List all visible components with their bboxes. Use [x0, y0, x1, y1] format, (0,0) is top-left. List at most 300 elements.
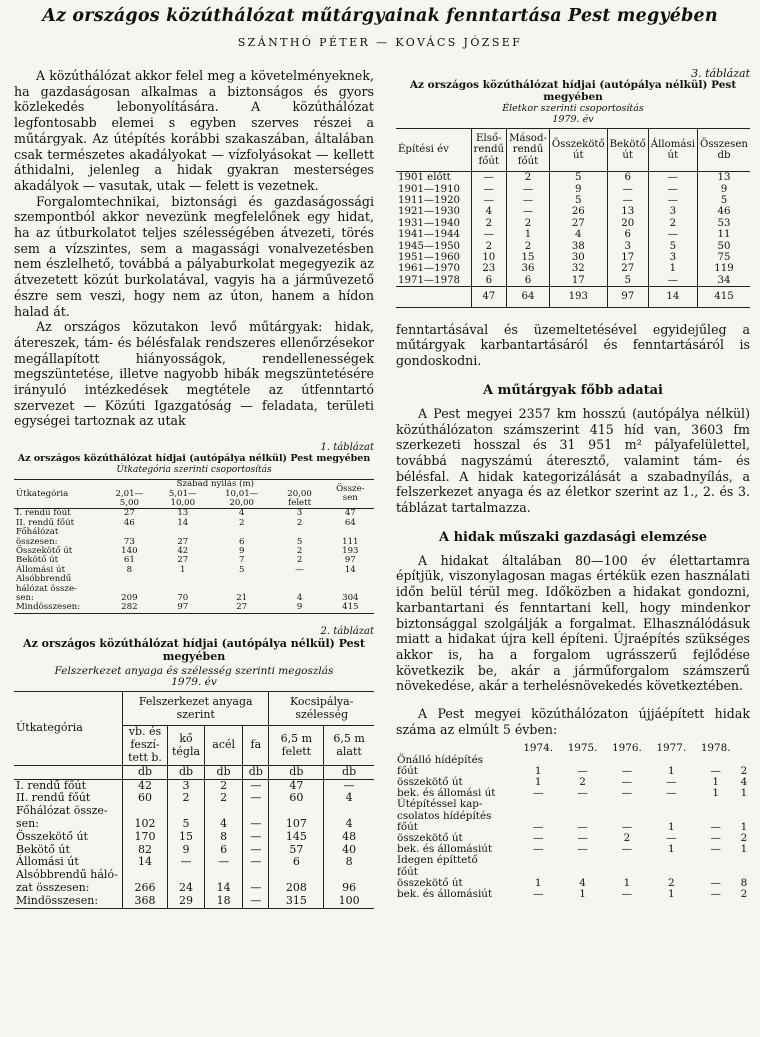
table2-cell: 82 [123, 844, 168, 857]
table3-cell: 27 [607, 263, 648, 274]
table1-header-col: 10,01—20,00 [225, 488, 259, 508]
table2-cell: — [343, 778, 355, 792]
table3-cell: 3 [607, 241, 648, 252]
table3-header: Összekötő út [549, 129, 607, 172]
table-row [14, 831, 374, 844]
table3-total-cell: 415 [714, 291, 734, 303]
table3-cell: — [471, 172, 507, 184]
table-row [396, 195, 750, 206]
table4-row-label: összekötő út [397, 876, 463, 889]
table3-cell: 2 [471, 218, 507, 229]
table3-cell: 2 [507, 172, 550, 184]
table3-cell: — [607, 195, 648, 206]
table4-cell [694, 855, 738, 866]
table1-header-total: Össze-sen [336, 483, 365, 504]
section-heading: A hidak műszaki gazdasági elemzése [438, 529, 708, 545]
table3-header: Bekötő út [607, 129, 648, 172]
table3-cell: 4 [549, 229, 607, 240]
table-row [14, 528, 374, 537]
table2-cell: 4 [345, 791, 353, 805]
table3-cell: 53 [717, 217, 731, 229]
table3-total-cell: 193 [549, 287, 607, 307]
table4-cell: — [577, 832, 588, 845]
table-row [14, 805, 374, 818]
body-paragraph: A hidakat általában 80—100 év élettartamra építjük, viszonylagosan magas értékük ezen használati időn belül térül meg. Időközben a hidakat gondozni, karbantartani és fenntartani kell, hogy mindenkor biztonsággal szolgálják a forgalmat. Elhasználódásuk miatt a hidakat újra kell építeni. Újraépítés szükséges akkor is, ha a forgalom ugrásszerű fejlődése következik be, akár a járműforgalom számszerű növekedése, akár a terhelésnövekedés következtében. [396, 552, 750, 694]
table1-cell: 97 [344, 555, 356, 566]
table2-cell: — [243, 856, 269, 869]
table2-header-group1: Felszerkezet anyaga szerint [123, 691, 269, 726]
table2-cell: — [243, 882, 269, 895]
table2-year: 1979. év [171, 675, 217, 688]
table3-cell: — [507, 195, 550, 206]
table2 [14, 691, 374, 909]
table4-cell [649, 855, 693, 866]
table4-cell: 8 [740, 876, 748, 889]
table2-cell: — [243, 844, 269, 857]
right-column [396, 68, 750, 900]
table4-cell: — [710, 832, 721, 845]
table2-caption: 2. táblázat [320, 625, 374, 637]
table1-cell: 47 [344, 508, 356, 519]
table2-cell: 315 [269, 895, 324, 908]
table4-cell: — [577, 764, 588, 777]
table4-cell: 1 [668, 820, 675, 833]
table1-cell: 9 [296, 602, 303, 613]
table3-total-cell: 47 [471, 287, 507, 307]
table4-cell: — [621, 776, 633, 789]
table2-cell: 8 [345, 855, 353, 869]
table3-header: Másod-rendű főút [507, 129, 550, 172]
table4-row-label: Idegen építtető [397, 854, 478, 867]
table3-cell: 30 [549, 252, 607, 263]
table2-cell: 47 [269, 779, 324, 792]
table1-cell: 5 [296, 536, 303, 547]
table1-cell: 304 [342, 593, 359, 604]
table4-cell: — [532, 820, 544, 833]
table1-cell [211, 575, 273, 584]
table3-title: Az országos közúthálózat hídjai (autópálya nélkül) Pest megyében [409, 79, 737, 103]
table4-cell: 1 [579, 888, 586, 901]
table1-cell: 46 [123, 517, 135, 528]
table4-cell: 1 [740, 787, 748, 800]
table4-cell: — [621, 843, 633, 856]
table4-row-label: Önálló hídépítés [397, 753, 484, 766]
table4-cell: — [532, 787, 544, 800]
table1-row-label: Állomási út [16, 564, 66, 575]
table2-cell: 24 [168, 882, 205, 895]
table2-cell: 40 [342, 842, 357, 856]
table4-cell: 1 [668, 764, 675, 777]
table1-cell: 61 [123, 555, 135, 566]
table3-cell: 26 [549, 206, 607, 217]
table2-unit: db [342, 764, 357, 778]
table2-row-label: Alsóbbrendű háló- [14, 869, 123, 882]
table2-cell: 96 [342, 881, 357, 895]
table4-year: 1977. [656, 742, 687, 755]
table2-cell: 170 [123, 831, 168, 844]
table2-cell: 6 [205, 844, 243, 857]
table3-total-cell: 14 [648, 287, 697, 307]
table3-cell: 3 [648, 206, 697, 217]
table2-cell: — [205, 856, 243, 869]
table1-row-label: II. rendű főút [16, 517, 75, 528]
table4-cell: 2 [579, 776, 586, 789]
table2-cell: — [243, 895, 269, 908]
table4-cell [516, 855, 560, 866]
table3-total-row [396, 287, 750, 307]
table3-cell: — [471, 195, 507, 206]
table3-cell: 23 [471, 263, 507, 274]
table1-cell: 27 [177, 536, 189, 547]
table-row [396, 811, 750, 822]
table3-cell: 2 [507, 218, 550, 229]
table3-cell: 75 [717, 252, 731, 264]
table3-row-label: 1911—1920 [396, 195, 471, 206]
table4-row-label: bek. és állomásiút [397, 843, 493, 856]
table3-cell: 4 [471, 206, 507, 217]
table4-row-label: összekötő út [397, 832, 463, 845]
table2-header-col: vb. és feszí-tett b. [123, 726, 168, 765]
table4-cell [649, 799, 693, 810]
table-row [14, 603, 374, 613]
table1-cell [155, 575, 211, 584]
table-row [14, 547, 374, 556]
table3-cell: 5 [549, 195, 607, 206]
table4-cell: 2 [740, 832, 748, 845]
table3-cell: — [471, 229, 507, 240]
table1-cell [327, 575, 374, 584]
table-row [14, 779, 374, 792]
table3-row-label: 1941—1944 [396, 229, 471, 240]
table3-total-cell: 64 [507, 287, 550, 307]
table2-cell: 3 [168, 779, 205, 792]
table4-row-label: főút [397, 865, 418, 878]
table4-cell: 2 [668, 876, 675, 889]
table2-cell: 15 [168, 831, 205, 844]
table2-cell: 60 [269, 792, 324, 805]
table2-header-col: fa [243, 726, 269, 765]
table3-cell: 5 [549, 172, 607, 184]
table2-cell: 208 [269, 882, 324, 895]
table1-header-group: Szabad nyílás (m) [176, 479, 255, 490]
table2-cell: — [243, 818, 269, 831]
table3-cell: — [648, 184, 697, 195]
table3-cell: 6 [607, 172, 648, 184]
table3-total-cell [396, 287, 471, 307]
table2-title: Az országos közúthálózat hídjai (autópálya nélkül) Pest megyében [23, 636, 365, 663]
table3-cell: — [648, 229, 697, 240]
table2-subtitle: Felszerkezet anyaga és szélesség szerinti megoszlás [54, 664, 334, 677]
table1-subtitle: Útkategória szerinti csoportosítás [116, 465, 272, 476]
table3-cell: 50 [717, 240, 731, 252]
table2-cell: 2 [205, 792, 243, 805]
article-title: Az országos közúthálózat műtárgyainak fenntartása Pest megyében [42, 6, 718, 26]
table3-cell: 5 [607, 275, 648, 287]
table4-cell: 1 [668, 843, 675, 856]
table2-unit: db [168, 765, 205, 779]
table2-cell: 100 [338, 893, 360, 907]
table1-cell: 97 [177, 602, 189, 613]
table3-cell: 5 [720, 195, 728, 207]
table1 [14, 479, 374, 614]
table1-cell: 140 [121, 546, 138, 557]
table3-cell: 36 [507, 263, 550, 274]
table2-row-label: Állomási út [14, 856, 123, 869]
table3-row-label: 1901—1910 [396, 184, 471, 195]
body-paragraph: A Pest megyei 2357 km hosszú (autópálya nélkül) közúthálózaton számszerint 415 híd van, 3603 fm szerkezeti hosszal és 31 951 m² pályafelülettel, továbbá nagyszámú áteresztő, valamint tám- és bélésfal. A hidak kategorizálását a szabadnyílás, a felszerkezet anyaga és az életkor szerint az 1., 2. és 3. táblázat tartalmazza. [396, 405, 750, 516]
table-row [396, 172, 750, 184]
table4-cell: 2 [740, 764, 748, 777]
table3-cell: 17 [549, 275, 607, 287]
table1-header-cat: Útkategória [16, 488, 69, 499]
table1-cell: — [295, 564, 304, 575]
body-paragraph: Az országos közutakon levő műtárgyak: hidak, átereszek, tám- és bélésfalak rendszeres ellenőrzésekor megállapított hiányosságok, rendellenességek megszüntetése, illetve nagyobb hibák megszüntetésére irányuló intézkedések megtétele az útfenntartó szervezet — Közúti Igazgatóság — feladata, területi egységei tartoznak az utak [14, 319, 374, 429]
table-row [396, 889, 750, 900]
table3-total-cell: 97 [607, 287, 648, 307]
table2-cell: 2 [205, 779, 243, 792]
table2-cell: — [243, 831, 269, 844]
body-paragraph: A közúthálózat akkor felel meg a követelményeknek, ha gazdaságosan alkalmas a biztonságos és gyors közlekedés lebonyolítására. A közúthálózat legfontosabb elemei s egyben szerves részei a műtárgyak. Az útépítés korábbi szakaszában, általában csak természetes akadályokat — vízfolyásokat — kellett áthidalni, jelenleg a hidak gyakran mesterséges akadályok — vasutak, utak — felett is vezetnek. [14, 68, 374, 193]
table2-row-label: Főhálózat össze- [14, 805, 123, 818]
table3-header: Első-rendű főút [471, 129, 507, 172]
table3-row-label: 1951—1960 [396, 252, 471, 263]
table2-cell: 18 [205, 895, 243, 908]
table3-cell: — [648, 172, 697, 184]
table4-cell: — [710, 764, 721, 777]
table4-year: 1978. [700, 742, 731, 755]
table4-cell: — [621, 764, 633, 777]
table3-row-label: 1921—1930 [396, 206, 471, 217]
table4-cell: — [577, 820, 588, 833]
table4-cell: 4 [740, 776, 748, 789]
table3-cell: 10 [471, 252, 507, 263]
table3-cell: 2 [471, 241, 507, 252]
table3-cell: 1 [648, 263, 697, 274]
table1-cell: 4 [238, 508, 245, 519]
table3-row-label: 1931—1940 [396, 218, 471, 229]
table1-row-label: Mindösszesen: [16, 602, 81, 613]
table1-cell: 111 [342, 536, 359, 547]
table1-row-label: hálózat össze- [16, 583, 77, 594]
table1-cell: 27 [236, 602, 248, 613]
table4-row-label: főút [397, 764, 418, 777]
table-row [14, 519, 374, 528]
table4-cell: — [666, 776, 677, 789]
table-row [396, 252, 750, 263]
table2-header-group2: Kocsipálya-szélesség [289, 694, 354, 721]
table4-year: 1976. [612, 742, 642, 755]
table2-cell: 6 [269, 856, 324, 869]
section-heading: A műtárgyak főbb adatai [483, 382, 663, 398]
table4-cell [560, 855, 604, 866]
table4-cell: — [532, 888, 544, 901]
table4-cell: — [621, 888, 633, 901]
table3-cell: 6 [507, 275, 550, 287]
table1-title: Az országos közúthálózat hídjai (autópálya nélkül) Pest megyében [17, 453, 371, 465]
table4-cell: — [666, 787, 677, 800]
table2-cell: 9 [168, 844, 205, 857]
table3-year: 1979. év [552, 114, 594, 125]
table4-cell: 1 [668, 888, 675, 901]
table4-cell: — [621, 820, 633, 833]
table4-cell: — [577, 787, 588, 800]
table3-cell: 6 [607, 229, 648, 240]
table2-block [14, 626, 374, 909]
table4-row-label: bek. és állomási út [397, 787, 496, 800]
table3-cell: — [507, 184, 550, 195]
table4-cell: 1 [712, 776, 719, 789]
table3-cell: 2 [648, 218, 697, 229]
table4 [396, 743, 750, 900]
table3-block [396, 68, 750, 308]
table2-cell: 14 [123, 856, 168, 869]
table3-header: Építési év [396, 129, 471, 172]
table3-cell: 2 [507, 241, 550, 252]
table1-row-label: Összekötő út [16, 546, 73, 557]
table4-cell: 1 [712, 787, 719, 800]
table4-cell: — [710, 876, 721, 889]
table2-cell: 145 [269, 831, 324, 844]
table4-row-label: csolatos hídépítés [397, 809, 492, 822]
table3-cell: 119 [714, 263, 734, 275]
table3-cell: 13 [717, 172, 731, 184]
table2-cell: 266 [123, 882, 168, 895]
table1-cell: 8 [126, 564, 133, 575]
table4-cell: 4 [579, 876, 586, 889]
table3-cell: 9 [720, 183, 728, 195]
table2-header-cat: Útkategória [14, 691, 123, 765]
table4-cell: — [532, 843, 544, 856]
table3-header: Állomási út [648, 129, 697, 172]
table4-cell: — [710, 843, 721, 856]
table2-cell: 42 [123, 779, 168, 792]
table4-row-label: összekötő út [397, 776, 463, 789]
table-row [14, 585, 374, 594]
table2-unit: db [269, 765, 324, 779]
table2-cell: 107 [269, 818, 324, 831]
table-row [14, 818, 374, 831]
table4-cell: 1 [534, 876, 542, 889]
table3-cell: 17 [607, 252, 648, 263]
table3-row-label: 1945—1950 [396, 241, 471, 252]
table2-header-col: 6,5 m alatt [333, 731, 365, 758]
table3-cell: 6 [471, 275, 507, 287]
table2-header-col: kő tégla [168, 726, 205, 765]
table1-cell: 415 [342, 602, 359, 613]
table-row [14, 556, 374, 565]
table1-cell: 42 [177, 546, 189, 557]
table3-cell: — [648, 275, 697, 287]
table4-cell: — [710, 888, 721, 901]
table4-cell: 1 [534, 764, 542, 777]
table2-cell: — [243, 779, 269, 792]
table2-cell: 368 [123, 895, 168, 908]
table1-cell: 2 [296, 517, 303, 528]
table1-block [14, 442, 374, 614]
table-row [396, 275, 750, 287]
table3-cell: 3 [648, 252, 697, 263]
table1-cell: 21 [236, 593, 248, 604]
left-column [14, 68, 374, 909]
table4-cell [605, 799, 649, 810]
table3-caption: 3. táblázat [691, 67, 750, 80]
table1-cell: 2 [238, 517, 245, 528]
table2-cell: 4 [205, 818, 243, 831]
table4-cell [738, 799, 750, 810]
table4-row-label: főút [397, 820, 418, 833]
table2-cell: — [168, 856, 205, 869]
table1-row-label: Főhálózat [16, 527, 59, 538]
table2-row-label: I. rendű főút [14, 779, 123, 792]
table1-row-label: I. rendű főút [16, 508, 71, 519]
table1-cell: 193 [342, 546, 359, 557]
table4-year: 1975. [567, 742, 598, 755]
table1-cell: 6 [238, 536, 245, 547]
table2-cell: 4 [345, 817, 353, 831]
body-paragraph: A Pest megyei közúthálózaton újjáépített hidak száma az elmúlt 5 évben: [396, 706, 750, 737]
table4-cell: — [666, 832, 677, 845]
table2-row-label: sen: [14, 818, 123, 831]
table2-cell: 29 [168, 895, 205, 908]
table-row [396, 241, 750, 252]
table4-cell [516, 799, 560, 810]
table-row [14, 882, 374, 895]
table-row [396, 184, 750, 195]
table-row [396, 855, 750, 866]
table1-row-label: sen: [16, 593, 34, 604]
table4-cell [738, 855, 750, 866]
table1-cell: 7 [238, 555, 245, 566]
table1-cell: 64 [344, 517, 356, 528]
table2-header-col: 6,5 m felett [269, 726, 324, 765]
table2-cell: 5 [168, 818, 205, 831]
table3-row-label: 1961—1970 [396, 263, 471, 274]
body-paragraph: fenntartásával és üzemeltetésével egyidejűleg a műtárgyak karbantartásáról és fenntartásáról is gondoskodni. [396, 321, 750, 369]
table3-cell: — [607, 184, 648, 195]
table2-unit: db [205, 765, 243, 779]
table3-cell: 1 [507, 229, 550, 240]
table4-cell: 1 [740, 843, 748, 856]
table3-cell: 46 [717, 206, 731, 218]
table-row [396, 206, 750, 217]
table3-subtitle: Életkor szerinti csoportosítás [502, 103, 644, 114]
table3-cell: 27 [549, 218, 607, 229]
table3-cell: 15 [507, 252, 550, 263]
table3-cell: 32 [549, 263, 607, 274]
table4-row-label: bek. és állomásiút [397, 888, 493, 901]
table2-row-label: Összekötő út [14, 831, 123, 844]
table4-cell [605, 855, 649, 866]
table2-cell: 8 [205, 831, 243, 844]
table4-cell: — [577, 843, 588, 856]
table3-cell: 34 [717, 274, 731, 286]
table1-caption: 1. táblázat [320, 442, 374, 454]
table3-cell: — [471, 184, 507, 195]
table-row [396, 799, 750, 810]
table1-cell: 3 [296, 508, 303, 519]
table1-header-col: 2,01—5,00 [115, 488, 144, 508]
table3-cell: 38 [549, 241, 607, 252]
table1-cell: 9 [238, 546, 245, 557]
table4-cell: — [532, 832, 544, 845]
table1-cell: 14 [344, 564, 356, 575]
table1-cell [272, 575, 326, 584]
table2-cell: 60 [123, 792, 168, 805]
table4-cell: 2 [740, 888, 748, 901]
table3 [396, 128, 750, 308]
table3-cell: — [507, 206, 550, 217]
table1-header-col: 5,01—10,00 [168, 488, 197, 508]
